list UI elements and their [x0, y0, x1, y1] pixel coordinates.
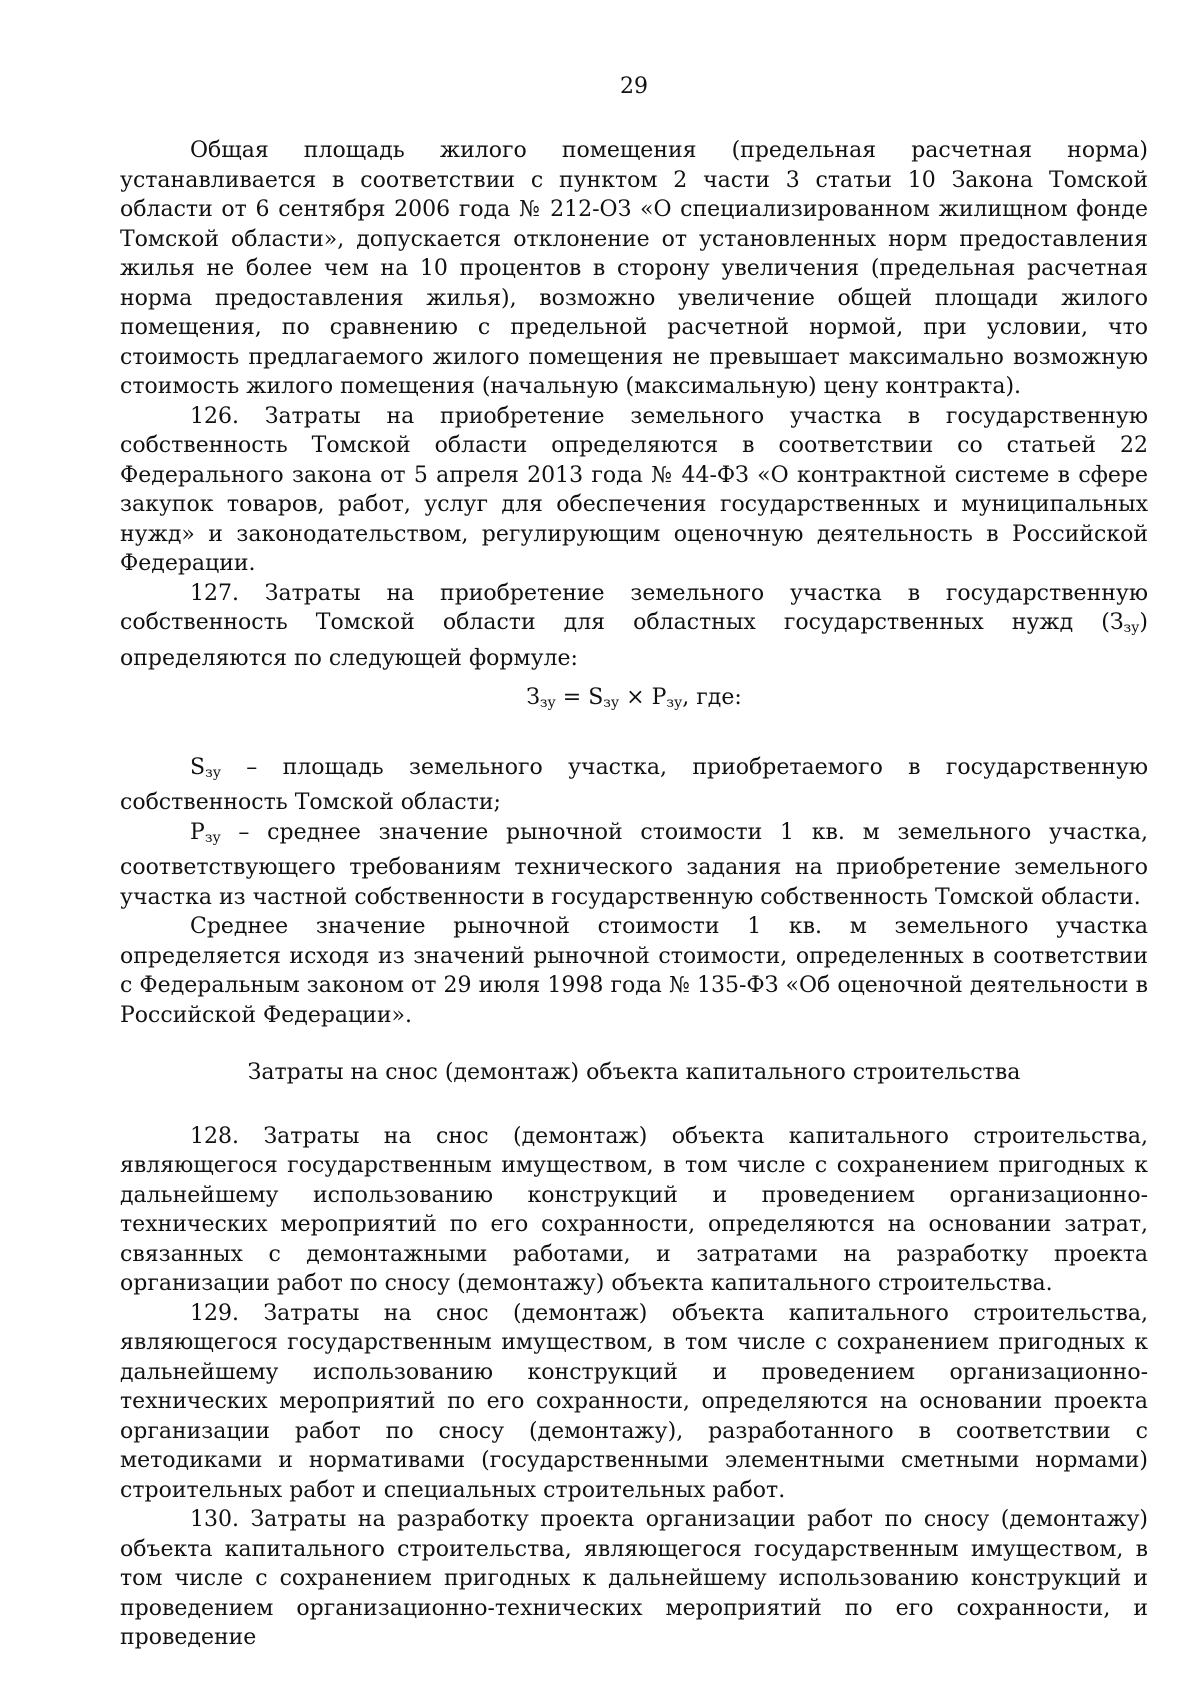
definition-p	[120, 818, 1148, 913]
paragraph-average-value: Среднее значение рыночной стоимости 1 кв. м земельного участка определяется исходя из значений рыночной стоимости, определенных в соответствии с Федеральным законом от 29 июля 1998 года № 135-ФЗ «Об оценочной деятельности в Российской Федерации».	[120, 914, 1148, 1028]
subscript: зу	[205, 764, 221, 781]
subscript: зу	[666, 695, 683, 711]
paragraph-127-text: 127. Затраты на приобретение земельного участка в государственную собственность Томской области для областных государственных нужд (З	[120, 580, 1148, 635]
subscript: зу	[1123, 620, 1140, 636]
paragraph-129: 129. Затраты на снос (демонтаж) объекта капитального строительства, являющегося государственным имуществом, в том числе с сохранением пригодных к дальнейшему использованию конструкций и проведением организационно-технических мероприятий по его сохранности, определяются на основании проекта организации работ по сносу (демонтажу), разработанного в соответствии с методиками и нормативами (государственными элементными сметными нормами) строительных работ и специальных строительных работ.	[120, 1300, 1148, 1503]
definition-s	[120, 753, 1148, 818]
page-number: 29	[620, 74, 648, 99]
subscript: зу	[539, 695, 556, 711]
paragraph-living-area: Общая площадь жилого помещения (предельная расчетная норма) устанавливается в соответствии с пунктом 2 части 3 статьи 10 Закона Томской области от 6 сентября 2006 года № 212-ОЗ «О специализированном жилищном фонде Томской области», допускается отклонение от установленных норм предоставления жилья не более чем на 10 процентов в сторону увеличения (предельная расчетная норма предоставления жилья), возможно увеличение общей площади жилого помещения, по сравнению с предельной расчетной нормой, при условии, что стоимость предлагаемого жилого помещения не превышает максимально возможную стоимость жилого помещения (начальную (максимальную) цену контракта).	[120, 138, 1148, 399]
definition-text: – площадь земельного участка, приобретаемого в государственную собственность Томской области;	[120, 754, 1148, 815]
paragraph-127-text-end: ) определяются по следующей формуле:	[120, 610, 1148, 671]
formula-tail: , где:	[682, 685, 742, 710]
formula-symbol: З	[526, 685, 540, 710]
paragraph-130: 130. Затраты на разработку проекта организации работ по сносу (демонтажу) объекта капитального строительства, являющегося государственным имуществом, в том числе с сохранением пригодных к дальнейшему использованию конструкций и проведением организационно-технических мероприятий по его сохранности, и проведение	[120, 1507, 1148, 1650]
definition-symbol: P	[190, 819, 205, 845]
subscript: зу	[204, 829, 221, 846]
paragraph-127	[120, 579, 1148, 674]
paragraph-128: 128. Затраты на снос (демонтаж) объекта капитального строительства, являющегося государственным имуществом, в том числе с сохранением пригодных к дальнейшему использованию конструкций и проведением организационно-технических мероприятий по его сохранности, определяются на основании затрат, связанных с демонтажными работами, и затратами на разработку проекта организации работ по сносу (демонтажу) объекта капитального строительства.	[120, 1123, 1148, 1296]
subscript: зу	[603, 695, 620, 711]
definition-symbol: S	[190, 754, 206, 780]
formula-symbol: = S	[555, 685, 604, 710]
paragraph-126: 126. Затраты на приобретение земельного участка в государственную собственность Томской области определяются в соответствии со статьей 22 Федерального закона от 5 апреля 2013 года № 44-ФЗ «О контрактной системе в сфере закупок товаров, работ, услуг для обеспечения государственных и муниципальных нужд» и законодательством, регулирующим оценочную деятельность в Российской Федерации.	[120, 403, 1148, 576]
section-heading: Затраты на снос (демонтаж) объекта капитального строительства	[247, 1060, 1021, 1085]
formula	[120, 683, 1148, 719]
definition-text: – среднее значение рыночной стоимости 1 кв. м земельного участка, соответствующего требованиям технического задания на приобретение земельного участка из частной собственности в государственную собственность Томской области.	[120, 819, 1148, 910]
formula-symbol: × P	[619, 685, 667, 710]
